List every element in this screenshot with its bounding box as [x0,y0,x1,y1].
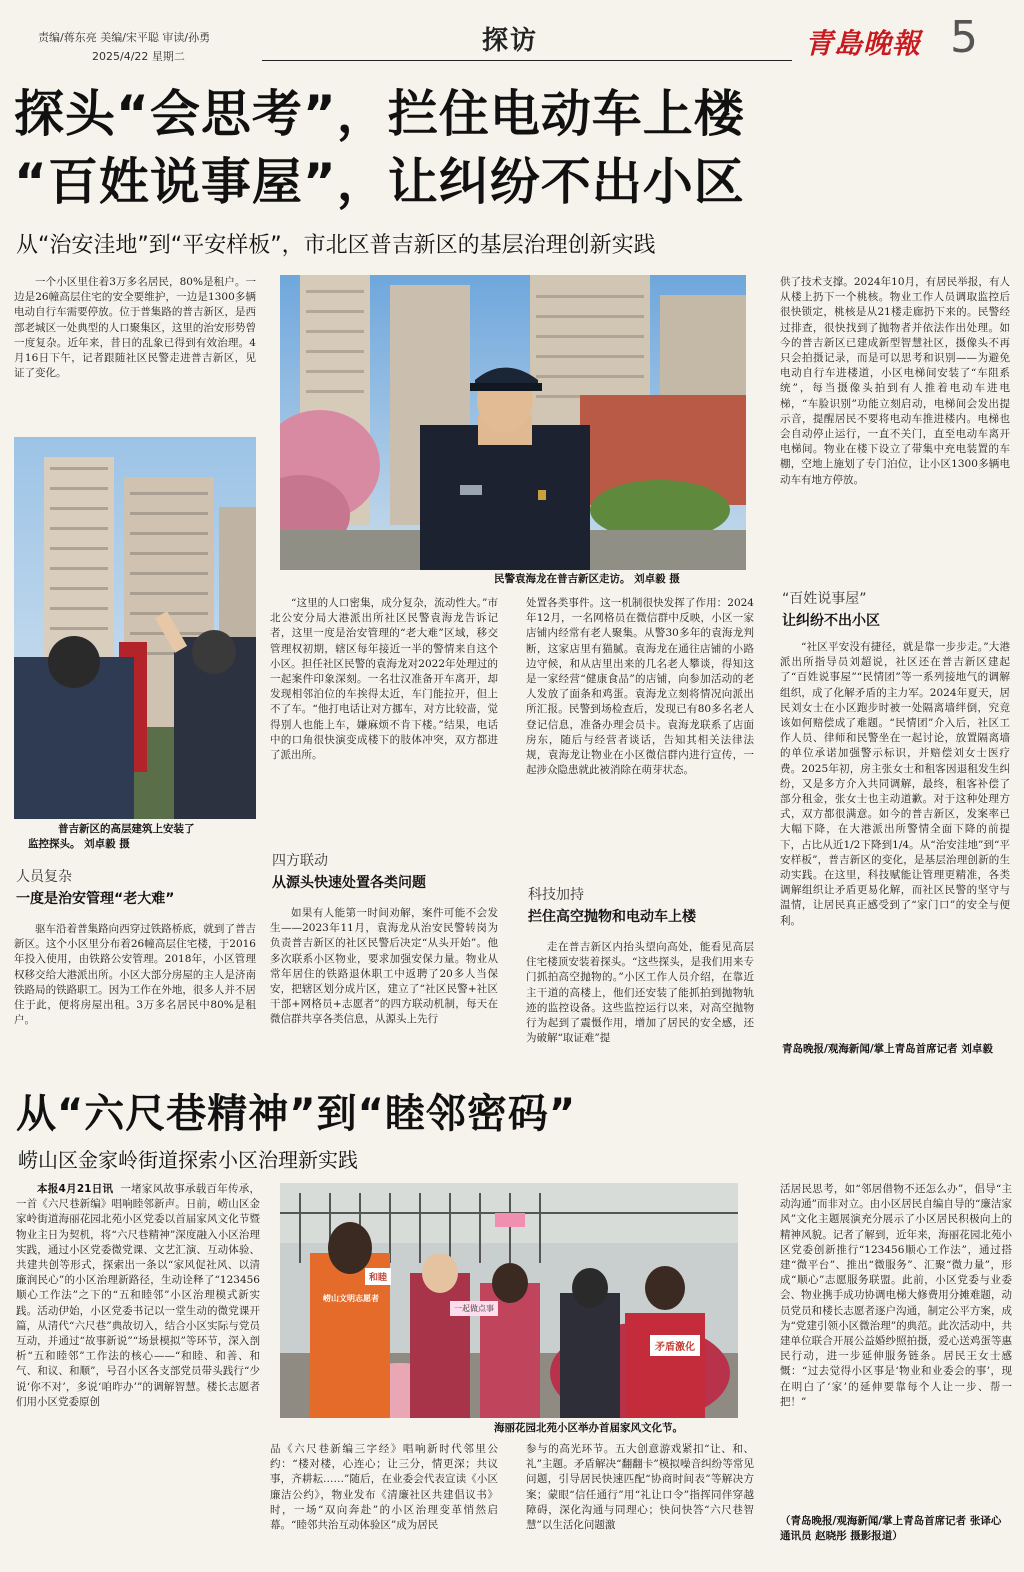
story1-col3-text: 处置各类事件。这一机制很快发挥了作用：2024年12月，一名网格员在微信群中反映，小区一家店铺内经常有老人聚集。从警30多年的袁海龙判断，这家店里有猫腻。袁海龙在通往店铺的小路边守候，和从店里出来的几名老人攀谈，得知这是一家经营“健康食品”的店铺，向参加活动的老人发放了面条和鸡蛋。袁海龙立刻将情况向派出所汇报。民警到场检查后，发现已有80多名老人登记信息，准备办理会员卡。袁海龙联系了店面房东，随后与经营者谈话，告知其相关法律法规，袁海龙让物业在小区微信群内进行宣传，一起涉众隐患就此被消除在萌芽状态。 [526,597,754,777]
issue-date: 2025/4/22 星期二 [92,50,185,63]
section2-text: 如果有人能第一时间劝解，案件可能不会发生——2023年11月，袁海龙从治安民警转岗为负责普吉新区的社区民警后决定“从头开始”。他多次联系小区物业，要求加强安保力量。物业从常年居住的铁路退休职工中返聘了20多人当保安，把辖区划分成片区，建立了“社区民警+社区干部+网格员+志愿者”的四方联动机制，每天在微信群共享各类信息，从源头上先行 [270,907,498,1026]
sign-harmony: 和睦 [365,1268,391,1285]
story2-col3-text: 参与的高光环节。五大创意游戏紧扣“让、和、礼”主题。矛盾解决“翻翻卡”模拟噪音纠纷等常见问题，引导居民快速匹配“协商时间表”等解决方案；蒙眼“信任通行”用“礼让口令”指挥同伴穿越障碍，深化沟通与同理心；快问快答“六尺巷智慧”以生活化问题激 [526,1443,754,1532]
page-number: 5 [950,12,978,63]
story2-byline: （青岛晚报/观海新闻/掌上青岛首席记者 张译心 通讯员 赵晓彤 摄影报道） [780,1515,1002,1542]
photo-surveillance-illustration [14,437,256,819]
story2-dateline: 本报4月21日讯 [37,1183,114,1195]
photo-officer-illustration [280,275,746,570]
photo-police-officer [280,275,746,570]
section3-kicker: 科技加持 [528,887,584,903]
section3-text: 走在普吉新区内抬头望向高处，能看见高层住宅楼顶安装着探头。“这些探头，是我们用来专门抓拍高空抛物的。”小区工作人员介绍，在靠近主干道的高楼上，他们还安装了能抓拍到抛物轨迹的监控设备。这些监控运行以来，对高空抛物行为起到了震慑作用，增加了居民的安全感，还为破解“取证难”提 [526,941,754,1045]
newspaper-logo: 青島晚報 [805,27,922,60]
section4-heading: 让纠纷不出小区 [782,613,880,629]
section4-body [780,640,1010,1040]
story2-headline: 从“六尺巷精神”到“睦邻密码” [16,1091,577,1137]
photo-culture-festival [280,1183,738,1418]
story1-byline: 青岛晚报/观海新闻/掌上青岛首席记者 刘卓毅 [782,1043,993,1055]
story2-col2 [270,1442,498,1567]
section2-body [270,906,498,1074]
story2-col1 [16,1182,260,1567]
section3-body [526,940,754,1076]
story2-col2-text: 品《六尺巷新编三字经》唱响新时代邻里公约：“楼对楼，心连心；让三分，情更深；共议事，齐耕耘……”随后，在业委会代表宣读《小区廉洁公约》，物业发布《清廉社区共建倡议书》时，一场“双向奔赴”的小区治理变革悄然启幕。“睦邻共治互动体验区”成为居民 [270,1443,498,1532]
story1-headline-line1: 探头“会思考”，拦住电动车上楼 [14,85,745,143]
section1-kicker: 人员复杂 [16,869,72,885]
section2-kicker: 四方联动 [272,853,328,869]
sign-conflict: 矛盾激化 [650,1335,700,1356]
photo-left-caption-line1: 普吉新区的高层建筑上安装了 [58,823,195,835]
section-title: 探访 [481,26,538,56]
editor-credits: 责编/蒋东亮 美编/宋平聪 审读/孙勇 [38,31,211,44]
photo-main-caption: 民警袁海龙在普吉新区走访。 刘卓毅 摄 [494,573,680,585]
photo-left-caption-line2: 监控探头。 刘卓毅 摄 [28,838,130,850]
story1-col3-body [526,596,754,871]
section4-text: “社区平安没有捷径，就是靠一步步走。”大港派出所指导员刘超说，社区还在普吉新区建起了“百姓说事屋”“民情团”等一系列接地气的调解组织，成了化解矛盾的主力军。2024年夏天，居民刘女士在小区跑步时被一处隔离墙绊倒，究竟该如何赔偿成了难题。“民情团”介入后，社区工作人员、律师和民警坐在一起讨论，放置隔离墙的单位承诺加强警示标识，并赔偿刘女士医疗费。2025年初，房主张女士和租客因退租发生纠纷，又是多方介入共同调解，最终，租客补偿了部分租金，张女士也主动道歉。对于这种处理方式，双方都很满意。如今的普吉新区，发案率已大幅下降，在大港派出所警情全面下降的前提下，占比从近1/2下降到1/4。从“治安洼地”到“平安样板”，普吉新区的变化，是基层治理创新的生动实践。在这里，科技赋能让管理更精准，各类调解组织让矛盾更易化解，而社区民警的坚守与温情，让居民真正感受到了“家门口”的安全与便利。 [780,641,1010,927]
story2-col4 [780,1182,1012,1512]
photo-festival-caption: 海丽花园北苑小区举办首届家风文化节。 [494,1422,683,1434]
story2-deck: 崂山区金家岭街道探索小区治理新实践 [18,1148,358,1172]
volunteer-vest-text: 崂山文明志愿者 [323,1294,379,1303]
masthead-rule [262,60,792,61]
story1-deck: 从“治安洼地”到“平安样板”，市北区普吉新区的基层治理创新实践 [16,233,656,258]
story1-intro-text: 一个小区里住着3万多名居民，80%是租户。一边是26幢高层住宅的安全要维护，一边是1300多辆电动自行车需要停放。位于普集路的普吉新区，是西部老城区一处典型的人口聚集区，这里的治安形势曾一度复杂。近年来，昔日的乱象已得到有效治理。4月16日下午，记者跟随社区民警走进普吉新区，见证了变化。 [14,276,256,380]
story1-col2-text: “这里的人口密集，成分复杂，流动性大。”市北公安分局大港派出所社区民警袁海龙告诉记者，这里一度是治安管理的“老大难”区域，移交管理权初期，辖区每年接近一半的警情来自这个小区。担任社区民警的袁海龙对2022年处理过的一起案件印象深刻。一名壮汉准备开车离开，却发现相邻泊位的车挨得太近，车门能拉开，但上不了车。“他打电话让对方挪车，对方比较啬，觉得别人也能上车，嫌麻烦不肯下楼。”结果，电话中的口角很快演变成楼下的肢体冲突，双方都进了派出所。 [270,597,498,762]
photo-surveillance-cameras [14,437,256,819]
section4-kicker: “百姓说事屋” [782,591,867,607]
story1-headline-line2: “百姓说事屋”，让纠纷不出小区 [14,153,745,211]
sign-together: 一起做点事 [450,1301,498,1316]
section2-heading: 从源头快速处置各类问题 [272,875,426,891]
story1-col4-body [780,275,1010,575]
story1-col2-body [270,596,498,841]
section1-text: 驱车沿着普集路向西穿过铁路桥底，就到了普吉新区。这个小区里分布着26幢高层住宅楼，于2016年投入使用，由铁路公安管理。2018年，小区管理权移交给大港派出所。小区大部分房屋的主人是济南铁路局的铁路职工。因为工作在外地，很多人并不居住于此，便将房屋出租。3万多名居民中80%是租户。 [14,923,256,1027]
story2-col1-text: 一堵家风故事承载百年传承，一首《六尺巷新编》唱响睦邻新声。日前，崂山区金家岭街道海丽花园北苑小区党委以首届家风文化节暨物业主日为契机，将“六尺巷精神”深度融入小区治理实践，通过小区党委微党课、文艺汇演、互动体验、共建共创等形式，探索出一条以“家风促社风、以清廉润民心”的小区治理新路径，生动诠释了“123456顺心工作法”之下的“五和睦邻”小区治理模式新实践。活动伊始，小区党委书记以一堂生动的微党课开篇，从清代“六尺巷”典故切入，结合小区实际与党员互动，并通过“故事新说”“场景模拟”等环节，深入剖析“五和睦邻”工作法的核心——“和睦、和善、和气、和议、和顺”，号召小区各支部党员带头践行“少说‘你不对’，多说‘咱昨办’”的调解智慧。楼长志愿者们用小区党委原创 [16,1183,260,1408]
story2-col3 [526,1442,754,1567]
story1-col4-text: 供了技术支撑。2024年10月，有居民举报，有人从楼上扔下一个桃核。物业工作人员调取监控后很快锁定，桃核是从21楼走廊扔下来的。民警经过排查，很快找到了抛物者并依法作出处理。如今的普吉新区已建成新型智慧社区，摄像头不再只会拍摄记录，而是可以思考和识别——为避免电动自行车进楼道，小区电梯间安装了“车阻系统”，每当摄像头拍到有人推着电动车进电梯，“车脸识别”功能立刻启动，电梯间会发出提示音，提醒居民不要将电动车推进楼内。电梯也会自动停止运行，一直不关门，直至电动车离开电梯间。物业在楼下设立了带集中充电装置的车棚，空地上施划了专门泊位，让小区1300多辆电动车有地方停放。 [780,276,1010,486]
story1-intro [14,275,256,427]
section1-heading: 一度是治安管理“老大难” [16,891,175,907]
story2-col4-text: 活居民思考，如“邻居借物不还怎么办”，倡导“主动沟通”而非对立。由小区居民自编自导的“廉洁家风”文化主题展演充分展示了小区居民积极向上的精神风貌。记者了解到，近年来，海丽花园北苑小区党委创新推行“123456顺心工作法”，通过搭建“微平台”、推出“微服务”、汇聚“微力量”，形成“顺心”志愿服务联盟。此前，小区党委与业委会、物业携手成功协调电梯大修费用分摊难题，动员党员和楼长志愿者逐户沟通，制定公平方案，成为“党建引领小区微治理”的典范。此次活动中，共建单位联合开展公益婚纱照拍摄，爱心送鸡蛋等惠民行动，进一步延伸服务链条。居民王女士感慨：“过去觉得小区事是‘物业和业委会的事’，现在明白了‘家’的延伸要靠每个人让一步、帮一把！” [780,1183,1012,1408]
section3-heading: 拦住高空抛物和电动车上楼 [528,909,696,925]
section1-body [14,922,256,1074]
photo-left-caption [28,822,258,852]
